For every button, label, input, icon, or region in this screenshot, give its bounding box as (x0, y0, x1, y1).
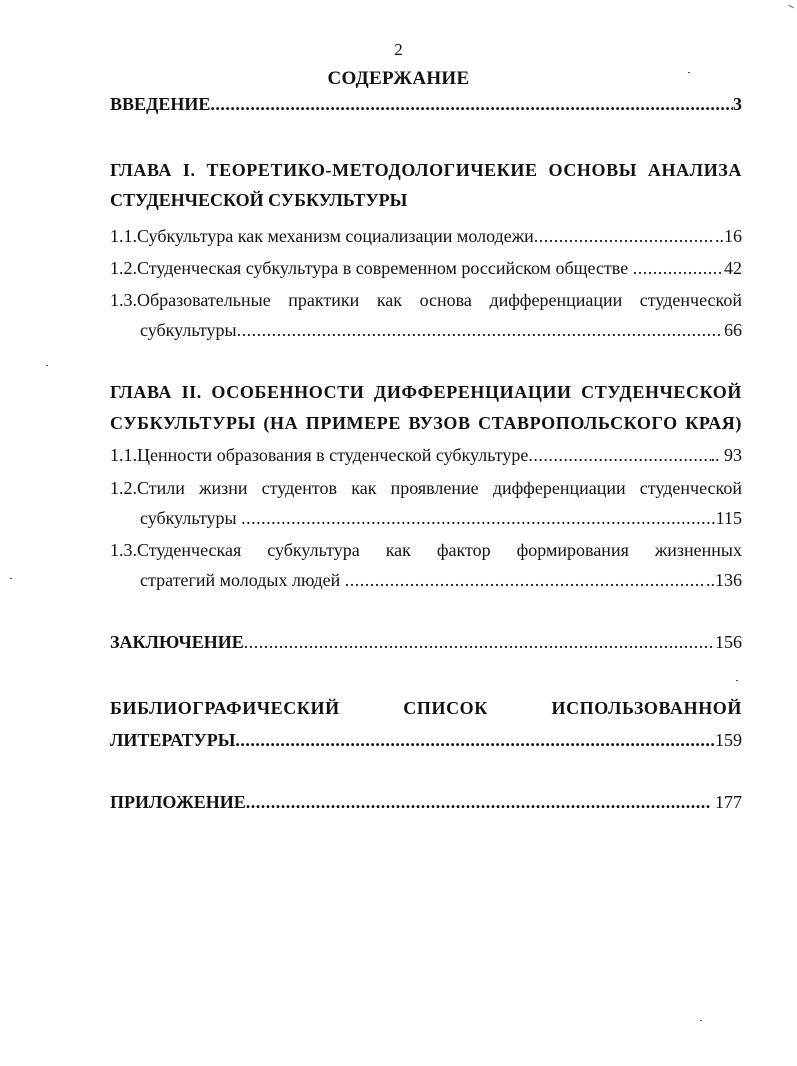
scan-speck (46, 365, 48, 366)
toc-entry-label: субкультуры (140, 508, 242, 528)
page-number: 2 (394, 40, 403, 59)
toc-entry-label: ПРИЛОЖЕНИЕ (110, 792, 246, 812)
toc-entry-page: 42 (724, 258, 742, 278)
toc-leader-dots (237, 320, 720, 341)
toc-entry-label: стратегий молодых людей (140, 570, 345, 590)
chapter-2-heading-line2: СУБКУЛЬТУРЫ (НА ПРИМЕРЕ ВУЗОВ СТАВРОПОЛЬСКОГО КРАЯ) (110, 413, 742, 433)
toc-entry-appendix (110, 792, 742, 822)
toc-leader-dots (210, 94, 733, 115)
toc-entry-2-3-line2 (140, 570, 742, 600)
toc-entry-2-3-line1: 1.3.Студенческая субкультура как фактор формирования жизненных (110, 540, 742, 560)
toc-leader-dots (633, 258, 724, 279)
toc-leader-dots (528, 445, 710, 466)
toc-leader-dots (244, 632, 715, 653)
chapter-2-heading-line1: ГЛАВА II. ОСОБЕННОСТИ ДИФФЕРЕНЦИАЦИИ СТУДЕНЧЕСКОЙ (110, 382, 742, 402)
toc-entry-page: 156 (715, 632, 742, 652)
toc-entry-label: субкультуры (140, 320, 237, 340)
toc-entry-page: ..16 (715, 226, 742, 246)
toc-entry-1-3-line2 (140, 320, 742, 350)
toc-entry-label: 1.1.Ценности образования в студенческой субкультуре (110, 445, 529, 465)
toc-entry-page: 177 (710, 792, 742, 812)
toc-entry-page: ..136 (706, 570, 742, 590)
chapter-1-heading-line2 (110, 190, 742, 220)
toc-entry-label: 1.1.Субкультура как механизм социализации молодежи (110, 226, 534, 246)
scan-speck (688, 72, 690, 73)
toc-entry-2-1 (110, 445, 742, 475)
toc-leader-dots (345, 570, 706, 591)
toc-entry-1-2 (110, 258, 742, 288)
page-title: СОДЕРЖАНИЕ (327, 68, 470, 89)
scan-speck (10, 578, 12, 579)
chapter-1-heading-text: СТУДЕНЧЕСКОЙ СУБКУЛЬТУРЫ (110, 190, 408, 210)
toc-entry-label: ЛИТЕРАТУРЫ (110, 730, 236, 750)
toc-entry-page: 159 (715, 730, 742, 750)
toc-entry-bibliography-line2 (110, 730, 742, 760)
toc-entry-page: 3 (733, 94, 742, 114)
toc-entry-label: 1.2.Студенческая субкультура в современном российском обществе (110, 258, 633, 278)
toc-leader-dots (241, 508, 711, 529)
toc-entry-page: 66 (719, 320, 742, 340)
chapter-1-heading-line1: ГЛАВА I. ТЕОРЕТИКО-МЕТОДОЛОГИЧЕКИЕ ОСНОВЫ АНАЛИЗА (110, 160, 742, 180)
scan-speck (788, 5, 794, 9)
toc-entry-1-1 (110, 226, 742, 256)
toc-entry-2-2-line1: 1.2.Стили жизни студентов как проявление дифференциации студенческой (110, 478, 742, 498)
scan-speck (736, 680, 738, 681)
scan-speck (700, 1020, 702, 1021)
toc-leader-dots (235, 730, 715, 751)
toc-entry-conclusion (110, 632, 742, 662)
toc-leader-dots (534, 226, 715, 247)
toc-entry-label: ЗАКЛЮЧЕНИЕ (110, 632, 244, 652)
toc-entry-page: .115 (711, 508, 742, 528)
toc-entry-2-2-line2 (140, 508, 742, 538)
toc-entry-bibliography-line1: БИБЛИОГРАФИЧЕСКИЙ СПИСОК ИСПОЛЬЗОВАННОЙ (110, 698, 742, 718)
toc-entry-1-3-line1: 1.3.Образовательные практики как основа дифференциации студенческой (110, 290, 742, 310)
toc-entry-page: .. 93 (710, 445, 742, 465)
toc-entry-label: ВВЕДЕНИЕ (110, 94, 211, 114)
toc-leader-dots (246, 792, 711, 813)
toc-entry-intro (110, 94, 742, 124)
